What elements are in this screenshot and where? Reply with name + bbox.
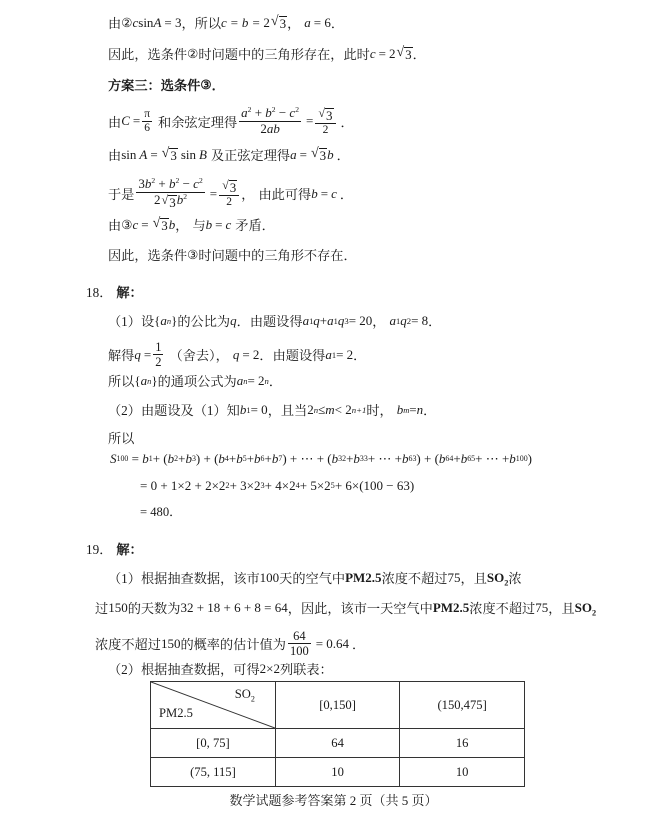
period: ．	[339, 187, 354, 202]
circled-3-icon: ③	[187, 247, 199, 262]
equals2: =	[215, 216, 223, 232]
expr-a1q-sum: a 1 q + a 1 q 3 = 20	[302, 312, 373, 328]
op-sin: sin	[121, 146, 137, 162]
q19-solution-label: 解：	[116, 542, 143, 557]
text-and: 且	[473, 571, 487, 586]
q19-heading	[86, 539, 143, 558]
expr-b1-eq-0: b 1 = 0	[239, 401, 268, 417]
period2: ．	[353, 348, 367, 363]
fraction-sqrt3-over-2	[315, 106, 335, 136]
table-cell-1-1: 10	[400, 758, 525, 787]
table-header-row	[151, 682, 525, 729]
text-you: 由	[108, 148, 122, 163]
period: ．	[423, 403, 437, 418]
text-shi: 时，	[366, 403, 393, 418]
period: ．	[211, 78, 225, 93]
text-yu: 与	[192, 218, 206, 233]
numerator: 64	[293, 629, 306, 643]
table-corner-cell	[151, 682, 276, 729]
comma: ，	[372, 314, 386, 329]
label-so2: $SO_2$	[574, 599, 597, 618]
q18-sum-line-1: S 100 = b 1 + ( b 2 + b 3 ) + ( b 4 + b 5 + b 6 + b 7 ) + ⋯ + ( b 32 + b 33 + ⋯ + b 63 ) + ( b 64 + b 65 + ⋯ + b 100 )	[110, 451, 533, 466]
sum-result: = 480．	[140, 505, 182, 519]
op-sin2: sin	[180, 146, 197, 162]
text-days-count: 的天数为	[127, 601, 181, 616]
period: ．	[412, 47, 426, 62]
circled-3-icon: ③	[200, 77, 212, 92]
text-you: 由	[108, 16, 122, 31]
corner-label-pm25: PM2.5	[159, 706, 193, 720]
fraction-3b2-expr	[136, 177, 204, 210]
circled-2-icon: ②	[187, 46, 199, 61]
fraction-1-over-2	[153, 340, 163, 369]
text-suoyi: 所以	[194, 16, 222, 31]
numerator: √ 3	[318, 105, 333, 123]
q17-line-2: 因此，选条件 ② 时问题中的三角形存在，此时 c = 2 √ 3 ．	[108, 44, 426, 62]
fraction-64-over-100	[288, 629, 311, 658]
expr-sum-64: 32 + 18 + 6 + 8 = 64	[180, 599, 288, 615]
q19-part2-line1	[108, 659, 333, 678]
radicand-3: 3	[326, 107, 333, 123]
period: ．	[259, 348, 273, 363]
denominator: 6	[144, 121, 150, 134]
q18-part1-line3: 所以 { a n } 的通项公式为 a n = 2 n ．	[108, 372, 283, 389]
var-c: c	[331, 185, 337, 201]
q18-sum-line-3	[140, 501, 182, 521]
text-2x2: 2×2	[259, 660, 280, 676]
label-pm25: PM2.5	[432, 599, 470, 615]
q19-number: 19．	[86, 542, 113, 557]
eq-2: = 2	[242, 346, 260, 362]
var-c: c	[369, 45, 376, 61]
num-150: 150	[160, 635, 181, 651]
text-based-on-data: 根据抽查数据，可得	[140, 662, 260, 677]
text-common-ratio: 的公比为	[177, 314, 231, 329]
eq-3: = 3	[164, 14, 182, 30]
table-cell-0-1: 16	[400, 729, 525, 758]
text-concentration-le: 浓度不超过	[381, 571, 448, 586]
text-plan3: 方案三：选条件	[108, 78, 201, 93]
q18-solution-label: 解：	[116, 285, 143, 300]
expr-inequality: 2 n ≤ m < 2 n+1	[307, 401, 367, 417]
var-q: q	[134, 346, 141, 362]
text-days-air: 天的空气中	[279, 571, 346, 586]
period: ．	[268, 374, 283, 389]
num-150: 150	[108, 599, 128, 615]
text-maodun: 矛盾	[235, 218, 262, 233]
table-cell-1-0: 10	[275, 758, 399, 787]
q19-part1-line2	[95, 598, 596, 617]
part-tag-1: （1）	[108, 314, 141, 329]
text-probability-estimate: 的概率的估计值为	[180, 637, 286, 652]
var-c: c	[132, 216, 139, 232]
text-suoyi: 所以	[108, 374, 135, 389]
equals: =	[150, 146, 158, 162]
part-tag-1: （1）	[108, 571, 141, 586]
num-100: 100	[259, 569, 280, 585]
table-row	[151, 729, 525, 758]
var-b: b	[327, 146, 334, 162]
page-footer: 数学试题参考答案第 2 页（共 5 页）	[229, 793, 438, 808]
radicand-3: 3	[170, 147, 177, 163]
expr-a1-eq-2: a 1 = 2	[325, 346, 354, 362]
text-sine-law: 及正弦定理得	[210, 148, 291, 163]
denominator: 2ab	[260, 120, 280, 136]
text-based-on-data: 根据抽查数据，该市	[140, 571, 260, 586]
q17-line-5-sine-law: 由 sin A = √ 3 sin B 及正弦定理得 a = √ 3 b ．	[108, 145, 350, 163]
var-c2: c	[221, 14, 227, 30]
circled-2-icon: ②	[121, 15, 133, 30]
expr-a1q2: a 1 q 2 = 8	[389, 312, 429, 328]
eq-6: = 6	[313, 14, 331, 30]
fraction-sqrt3-over-2	[219, 179, 239, 209]
table-row-label-0: [0, 75]	[151, 729, 276, 758]
q18-part1-line1: （1） 设 { a n } 的公比为 q ． 由题设得 a 1 q + a 1 q 3 = 20 ， a 1 q 2 = 8 ．	[108, 312, 442, 329]
q17-line-8-conclusion	[108, 245, 357, 264]
period: ．	[236, 314, 250, 329]
q17-line-4-cosine-law	[108, 106, 354, 137]
text-guo: 过	[95, 601, 109, 616]
var-A: A	[153, 14, 162, 30]
denominator: 100	[289, 644, 309, 658]
text-when: 且当	[280, 403, 308, 418]
equals2: =	[299, 146, 307, 162]
text-concentration-le: 浓度不超过	[95, 637, 161, 652]
radicand-3: 3	[161, 217, 168, 233]
text-given: 由题设得	[249, 314, 303, 329]
contingency-table	[150, 681, 525, 787]
q17-line-6-yushi	[108, 177, 353, 210]
period2: ．	[428, 314, 442, 329]
denominator: 2	[322, 123, 329, 136]
text-you: 由	[108, 114, 122, 130]
text-you: 由	[108, 218, 122, 233]
denominator: 2	[155, 355, 162, 369]
part-tag-2: （2）	[108, 662, 141, 677]
equals2: =	[306, 113, 314, 129]
label-pm25: PM2.5	[345, 569, 382, 585]
text-given: 由题设得	[272, 348, 326, 363]
comma: ，	[175, 218, 189, 233]
table-cell-0-0: 64	[275, 729, 399, 758]
text-exists: 时问题中的三角形存在，此时	[198, 47, 370, 62]
equals: =	[132, 113, 141, 129]
comma: ，	[241, 187, 255, 202]
comma: ，	[267, 403, 281, 418]
table-row	[151, 758, 525, 787]
q17-line-7-contradiction: 由 ③ c = √ 3 b ， 与 b = c 矛盾 ．	[108, 215, 275, 233]
corner-label-so2: $SO_2$	[234, 687, 255, 704]
table-col-header-0: [0,150]	[275, 682, 399, 729]
num-75: 75	[535, 599, 549, 615]
table-col-header-1: (150,475]	[400, 682, 525, 729]
var-C: C	[121, 113, 130, 129]
period: ．	[340, 114, 354, 130]
numerator: $3b^2 + b^2 - c^2$	[138, 176, 203, 191]
var-c2: c	[225, 216, 232, 232]
fraction-cosine-expr	[239, 106, 301, 137]
period: ．	[261, 218, 275, 233]
text-hence: 由此可得	[258, 187, 312, 202]
text-therefore: 因此，该市一天空气中	[300, 601, 433, 616]
num-75: 75	[447, 569, 461, 585]
text-and: 且	[561, 601, 575, 616]
expr-bm-eq-n: b m = n	[396, 401, 424, 417]
numerator: $a^2 + b^2 - c^2$	[241, 105, 299, 120]
text-not-exists: 时问题中的三角形不存在	[198, 248, 344, 263]
numerator: π	[144, 108, 151, 120]
radicand-3: 3	[229, 180, 237, 195]
comma2: ，	[548, 601, 562, 616]
var-B: B	[199, 146, 207, 162]
text-from-given: 由题设及（1）知	[140, 403, 240, 418]
comma: ，	[181, 16, 195, 31]
text-cosine-law: 和余弦定理得	[158, 114, 238, 130]
var-a: a	[304, 14, 311, 30]
q18-part2-line2: 所以	[108, 431, 135, 446]
numerator: 1	[155, 340, 162, 354]
equals: =	[209, 185, 218, 201]
expr-an-eq-2n: a n = 2 n	[236, 372, 269, 388]
radicand-3: 3	[319, 147, 327, 163]
denominator: 2 √ 3 $b^2$	[154, 191, 188, 211]
var-c: c	[132, 14, 139, 30]
text-yinci: 因此，选条件	[108, 47, 188, 62]
var-b2: b	[205, 216, 213, 232]
text-general-term: 的通项公式为	[157, 374, 237, 389]
period: ．	[336, 148, 350, 163]
radicand-3: 3	[405, 46, 412, 62]
text-yinci: 因此，选条件	[108, 248, 188, 263]
q17-line-3-plan3	[108, 75, 225, 94]
text-discard: （舍去），	[169, 348, 229, 363]
equals: =	[143, 346, 152, 362]
text-yushi: 于是	[108, 187, 135, 202]
circled-3-icon: ③	[121, 217, 133, 232]
equals: =	[378, 45, 386, 61]
q18-number: 18．	[86, 285, 113, 300]
var-A: A	[139, 146, 148, 162]
table-row-label-1: (75, 115]	[151, 758, 276, 787]
var-b: b	[168, 216, 176, 232]
text-contingency-table: 列联表：	[280, 662, 333, 677]
label-so2: $SO_2$	[486, 569, 509, 588]
q18-heading	[86, 282, 143, 301]
diagonal-line-icon	[151, 682, 275, 728]
comma2: ，	[287, 16, 301, 31]
period: ．	[352, 637, 366, 652]
op-sin: sin	[138, 14, 154, 30]
text-nong: 浓	[508, 571, 522, 586]
period: ．	[343, 248, 357, 263]
q19-part1-line3	[95, 629, 365, 658]
q17-line-1: 由 ② c sin A = 3 ， 所以 c = b = 2 √ 3 ， a = 6 ．	[108, 13, 345, 31]
fraction-pi-over-6	[142, 108, 152, 135]
num-2: 2	[388, 45, 396, 61]
text-concentration-le: 浓度不超过	[469, 601, 536, 616]
q18-part1-line2	[108, 340, 366, 369]
q18-part2-line1	[108, 400, 436, 419]
text-solve: 解得	[108, 348, 135, 363]
part-tag-2: （2）	[108, 403, 141, 418]
var-q2: q	[232, 346, 240, 362]
comma: ，	[287, 601, 301, 616]
var-a: a	[290, 146, 297, 162]
comma: ，	[460, 571, 474, 586]
var-q: q	[230, 312, 237, 328]
denominator: 2	[226, 195, 233, 208]
text-she: 设	[140, 314, 155, 329]
numerator: √ 3	[222, 178, 237, 195]
eq-b: = b =	[229, 14, 261, 30]
q19-part1-line1	[108, 568, 522, 587]
equals: =	[141, 216, 149, 232]
num-2: 2	[263, 14, 270, 30]
q18-sum-line-2: = 0 + 1×2 + 2×2 2 + 3×2 3 + 4×2 4 + 5×2 5 + 6×(100 − 63)	[140, 478, 415, 493]
equals2: =	[320, 185, 329, 201]
period: ．	[330, 16, 345, 31]
radicand-3: 3	[279, 15, 287, 31]
var-b: b	[311, 185, 318, 201]
eq-064: = 0.64	[315, 635, 350, 651]
